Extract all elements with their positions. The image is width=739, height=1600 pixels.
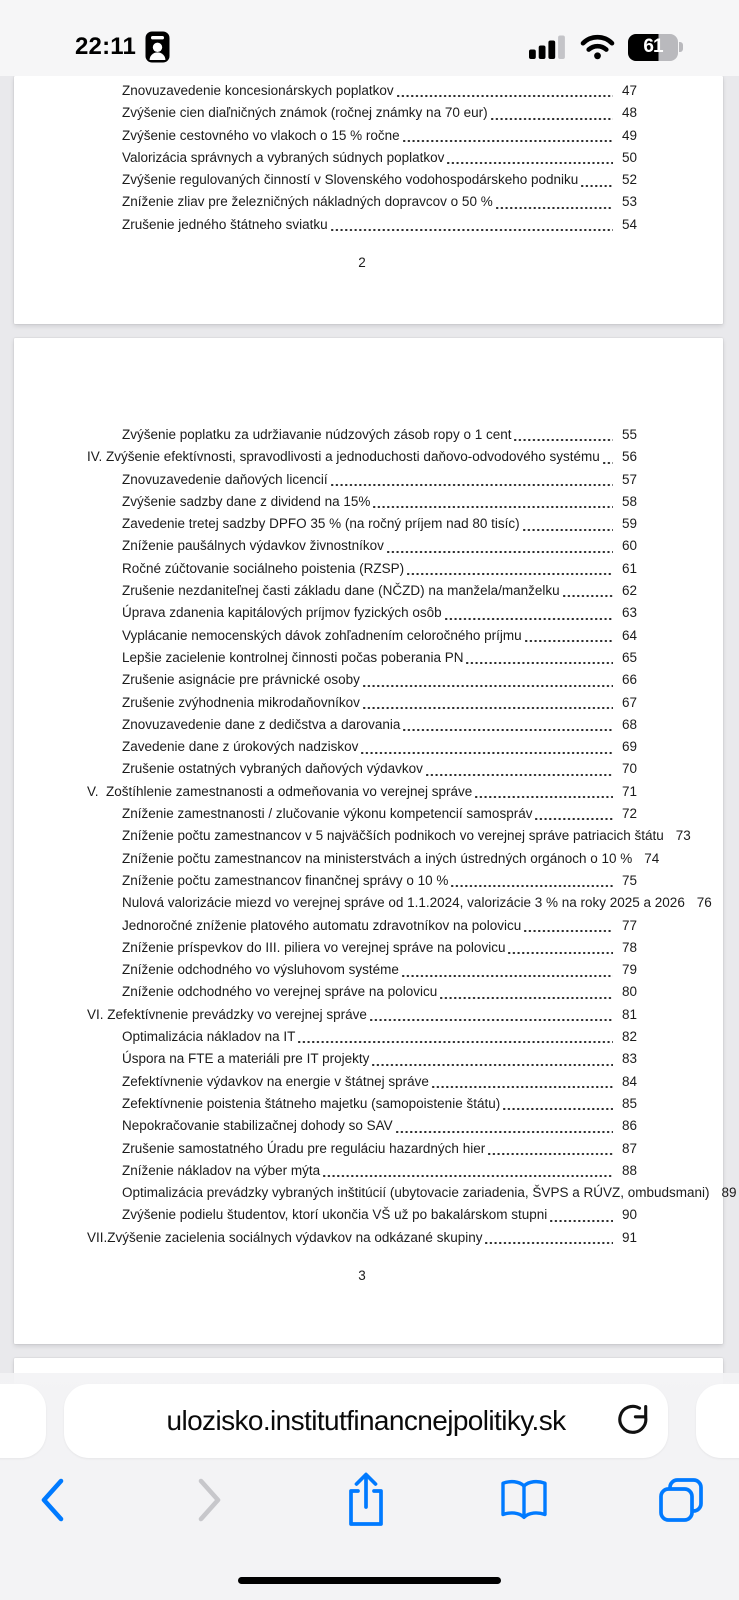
toc-entry [87,692,637,714]
chevron-right-icon [196,1476,224,1524]
toc-entry [87,1115,637,1137]
toc-entry [87,736,637,758]
toc-entry-page: 80 [621,984,637,1000]
toc-entry [87,669,637,691]
toc-leader [503,1093,613,1115]
toolbar [0,1472,739,1532]
toc-leader [426,758,613,780]
toc-entry [87,1204,637,1226]
toc-leader [508,937,613,959]
toc-entry-page: 60 [621,538,637,554]
toc-entry-page: 83 [621,1051,637,1067]
toc-entry-title: Zrušenie nezdaniteľnej časti základu dane (NČZD) na manžela/manželku [122,583,560,599]
toc-entry-title: Zníženie odchodného vo verejnej správe na polovicu [122,984,438,1000]
toc-entry-page: 53 [621,194,637,210]
page-folio: 2 [358,255,366,271]
toc-leader [403,125,613,147]
toc-leader [396,1115,613,1137]
toc-entry-page: 61 [621,560,637,576]
toc-entry [87,870,637,892]
toc-entry [87,125,637,147]
toc-entry-title: Zrušenie asignácie pre právnické osoby [122,672,360,688]
toc-entry-title: Zníženie odchodného vo výsluhovom systéme [122,962,399,978]
toc-entry [87,1071,637,1093]
wifi-icon [580,34,615,60]
toc-list [87,80,637,236]
toc-entry-page: 86 [621,1118,637,1134]
bookmarks-button[interactable] [498,1478,550,1522]
toc-entry-title: Ročné zúčtovanie sociálneho poistenia (RZSP) [122,560,405,576]
book-icon [498,1478,550,1522]
next-tab-peek[interactable] [696,1384,739,1458]
toc-leader [298,1026,613,1048]
toc-entry-title: Zníženie zliav pre železničných nákladných dopravcov o 50 % [122,194,493,210]
toc-entry-page: 76 [696,895,712,911]
toc-entry-title: Zrušenie samostatného Úradu pre reguláciu hazardných hier [122,1140,486,1156]
toc-entry-page: 88 [621,1162,637,1178]
toc-leader [445,602,613,624]
toc-leader [581,169,613,191]
toc-entry [87,580,637,602]
toc-leader [466,647,613,669]
toc-entry [87,446,637,468]
toc-entry [87,1026,637,1048]
toc-entry-page: 71 [621,783,637,799]
toc-entry-page: 65 [621,649,637,665]
toc-entry-title: Úprava zdanenia kapitálových príjmov fyzických osôb [122,605,442,621]
battery-indicator [628,34,683,61]
toc-entry-title: Zrušenie zvýhodnenia mikrodaňovníkov [122,694,360,710]
toc-entry-page: 90 [621,1207,637,1223]
toc-leader [523,513,613,535]
toc-entry-page: 62 [621,583,637,599]
toc-leader [363,669,613,691]
back-button[interactable] [38,1476,66,1524]
toc-entry-title: Nulová valorizácie miezd vo verejnej správe od 1.1.2024, valorizácie 3 % na roky 2025 a 2026 [122,895,685,911]
toc-leader [447,147,613,169]
toc-entry-page: 67 [621,694,637,710]
toc-entry-title: IV. Zvýšenie efektívnosti, spravodlivosti a jednoduchosti daňovo-odvodového systému [87,449,600,465]
toc-entry-title: Zrušenie jedného štátneho sviatku [122,216,328,232]
toc-entry-page: 58 [621,493,637,509]
toc-entry-page: 73 [675,828,691,844]
toc-entry [87,535,637,557]
toc-entry-page: 79 [621,962,637,978]
toc-entry-title: Zvýšenie cien diaľničných známok (ročnej známky na 70 eur) [122,105,488,121]
toc-entry-title: Zníženie nákladov na výber mýta [122,1162,321,1178]
toc-entry-page: 89 [721,1185,737,1201]
reload-button[interactable] [616,1402,650,1440]
cellular-signal-icon [529,35,567,59]
toc-leader [373,491,613,513]
toc-entry [87,1227,637,1249]
toc-entry-page: 87 [621,1140,637,1156]
toc-leader [525,625,613,647]
toc-entry [87,558,637,580]
toc-entry-title: Optimalizácia nákladov na IT [122,1029,296,1045]
toc-entry-page: 50 [621,149,637,165]
toc-leader [403,714,613,736]
toc-entry [87,937,637,959]
toc-leader [331,469,613,491]
reload-icon [616,1402,650,1440]
toc-leader [535,803,613,825]
tabs-button[interactable] [657,1476,705,1524]
toc-leader [514,424,613,446]
toc-entry-page: 63 [621,605,637,621]
toc-leader [451,870,613,892]
toc-entry [87,102,637,124]
toc-leader [397,80,613,102]
toc-entry [87,1182,737,1204]
toc-leader [432,1071,613,1093]
toc-entry-title: Zvýšenie regulovaných činností v Slovenského vodohospodárskeho podniku [122,172,579,188]
toc-leader [563,580,613,602]
toc-entry-title: Zefektívnenie výdavkov na energie v štátnej správe [122,1073,429,1089]
toc-entry-title: Znovuzavedenie dane z dedičstva a darovania [122,716,401,732]
toc-entry [87,981,637,1003]
toc-entry-title: Zníženie paušálnych výdavkov živnostníkov [122,538,384,554]
toc-entry [87,1004,637,1026]
prev-tab-peek[interactable] [0,1384,46,1458]
toc-leader [475,781,613,803]
toc-entry-page: 72 [621,806,637,822]
toc-entry-page: 59 [621,516,637,532]
chevron-left-icon [38,1476,66,1524]
toc-entry [87,1160,637,1182]
toc-entry [87,1048,637,1070]
toc-leader [603,446,613,468]
toc-entry [87,191,637,213]
status-time: 22:11 [75,33,137,60]
address-bar[interactable] [64,1384,668,1458]
toc-entry [87,424,637,446]
toc-entry-page: 57 [621,471,637,487]
toc-entry [87,469,637,491]
share-button[interactable] [343,1471,389,1529]
toc-leader [496,191,613,213]
toc-entry-title: Zníženie príspevkov do III. piliera vo verejnej správe na polovicu [122,939,506,955]
toc-entry-title: Zrušenie ostatných vybraných daňových výdavkov [122,761,423,777]
toc-entry [87,1093,637,1115]
toc-entry [87,758,637,780]
toc-entry [87,147,637,169]
toc-entry [87,647,637,669]
toc-entry [87,602,637,624]
toc-entry-page: 52 [621,172,637,188]
toc-leader [370,1004,613,1026]
toc-entry-page: 54 [621,216,637,232]
toc-entry-page: 84 [621,1073,637,1089]
toc-leader [372,1048,613,1070]
toc-entry-page: 49 [621,127,637,143]
toc-entry-title: Zníženie počtu zamestnancov na ministerstvách a iných ústredných orgánoch o 10 % [122,850,633,866]
battery-nub [679,42,683,52]
toc-leader [524,915,613,937]
toc-entry [87,80,637,102]
toc-entry [87,848,660,870]
toc-entry-title: Zavedenie tretej sadzby DPFO 35 % (na ročný príjem nad 80 tisíc) [122,516,520,532]
pdf-page [14,76,723,324]
toc-list [87,424,737,1249]
toc-entry-title: V. Zoštíhlenie zamestnanosti a odmeňovania vo verejnej správe [87,783,473,799]
toc-entry-title: Zvýšenie podielu študentov, ktorí ukončia VŠ už po bakalárskom stupni [122,1207,548,1223]
toc-entry-title: Zefektívnenie poistenia štátneho majetku (samopoistenie štátu) [122,1095,501,1111]
battery-percent: 61 [643,36,663,57]
toc-entry-page: 82 [621,1029,637,1045]
toc-entry [87,513,637,535]
toc-entry-title: Vyplácanie nemocenských dávok zohľadnením celoročného príjmu [122,627,522,643]
safari-bottom-bar [0,1373,739,1600]
toc-entry [87,803,637,825]
toc-entry-title: Znovuzavedenie koncesionárskych poplatkov [122,83,394,98]
toc-entry [87,1138,637,1160]
toc-entry-page: 77 [621,917,637,933]
toc-leader [361,736,613,758]
toc-leader [491,102,613,124]
toc-entry-title: Nepokračovanie stabilizačnej dohody so SAV [122,1118,393,1134]
toc-leader [331,214,613,236]
toc-leader [550,1204,613,1226]
toc-entry-title: Úspora na FTE a materiáli pre IT projekty [122,1051,370,1067]
person-badge-icon [145,31,170,63]
toc-entry-title: VII.Zvýšenie zacielenia sociálnych výdavkov na odkázané skupiny [87,1229,483,1245]
url-text: ulozisko.institutfinancnejpolitiky.sk [166,1405,566,1436]
toc-leader [488,1138,613,1160]
toc-entry-page: 81 [621,1006,637,1022]
toc-entry-page: 69 [621,739,637,755]
page-folio: 3 [358,1267,366,1283]
home-indicator[interactable] [238,1577,501,1584]
toc-entry [87,959,637,981]
toc-entry-page: 91 [621,1229,637,1245]
toc-entry-page: 85 [621,1095,637,1111]
toc-entry [87,781,637,803]
toc-entry [87,491,637,513]
toc-entry-title: Zavedenie dane z úrokových nadziskov [122,739,359,755]
toc-entry-page: 56 [621,449,637,465]
toc-entry-title: Zníženie zamestnanosti / zlučovanie výkonu kompetencií samospráv [122,806,533,822]
toc-entry-page: 70 [621,761,637,777]
toc-entry-title: Zvýšenie poplatku za udržiavanie núdzových zásob ropy o 1 cent [122,427,512,442]
toc-entry-page: 74 [644,850,660,866]
toc-entry-page: 75 [621,872,637,888]
toc-entry-page: 55 [621,427,637,442]
toc-entry-title: VI. Zefektívnenie prevádzky vo verejnej správe [87,1006,367,1022]
toc-leader [440,981,613,1003]
toc-entry [87,825,691,847]
toc-entry-page: 47 [621,83,637,98]
toc-leader [485,1227,613,1249]
toc-entry-title: Lepšie zacielenie kontrolnej činnosti počas poberania PN [122,649,464,665]
toc-leader [402,959,613,981]
toc-leader [407,558,613,580]
toc-entry-page: 78 [621,939,637,955]
forward-button[interactable] [196,1476,224,1524]
toc-entry-title: Optimalizácia prevádzky vybraných inštitúcií (ubytovacie zariadenia, ŠVPS a RÚVZ, ombudsmani) [122,1185,710,1201]
toc-entry [87,169,637,191]
tabs-icon [657,1476,705,1524]
toc-entry-title: Zvýšenie cestovného vo vlakoch o 15 % ročne [122,127,400,143]
share-icon [343,1471,389,1529]
status-bar [0,0,739,76]
toc-entry-page: 66 [621,672,637,688]
pdf-page [14,338,737,1344]
toc-entry-title: Zníženie počtu zamestnancov v 5 najväčších podnikoch vo verejnej správe patriacich štátu [122,828,664,844]
toc-entry [87,214,637,236]
toc-entry-title: Jednoročné zníženie platového automatu zdravotníkov na polovicu [122,917,522,933]
toc-leader [363,692,613,714]
toc-leader [387,535,613,557]
toc-entry-title: Znovuzavedenie daňových licencií [122,471,328,487]
toc-entry [87,625,637,647]
toc-entry-page: 68 [621,716,637,732]
toc-entry-page: 48 [621,105,637,121]
toc-entry-title: Zvýšenie sadzby dane z dividend na 15% [122,493,371,509]
toc-entry [87,915,637,937]
toc-leader [323,1160,613,1182]
toc-entry [87,714,637,736]
toc-entry-title: Zníženie počtu zamestnancov finančnej správy o 10 % [122,872,449,888]
toc-entry [87,892,712,914]
toc-entry-title: Valorizácia správnych a vybraných súdnych poplatkov [122,149,445,165]
toc-entry-page: 64 [621,627,637,643]
